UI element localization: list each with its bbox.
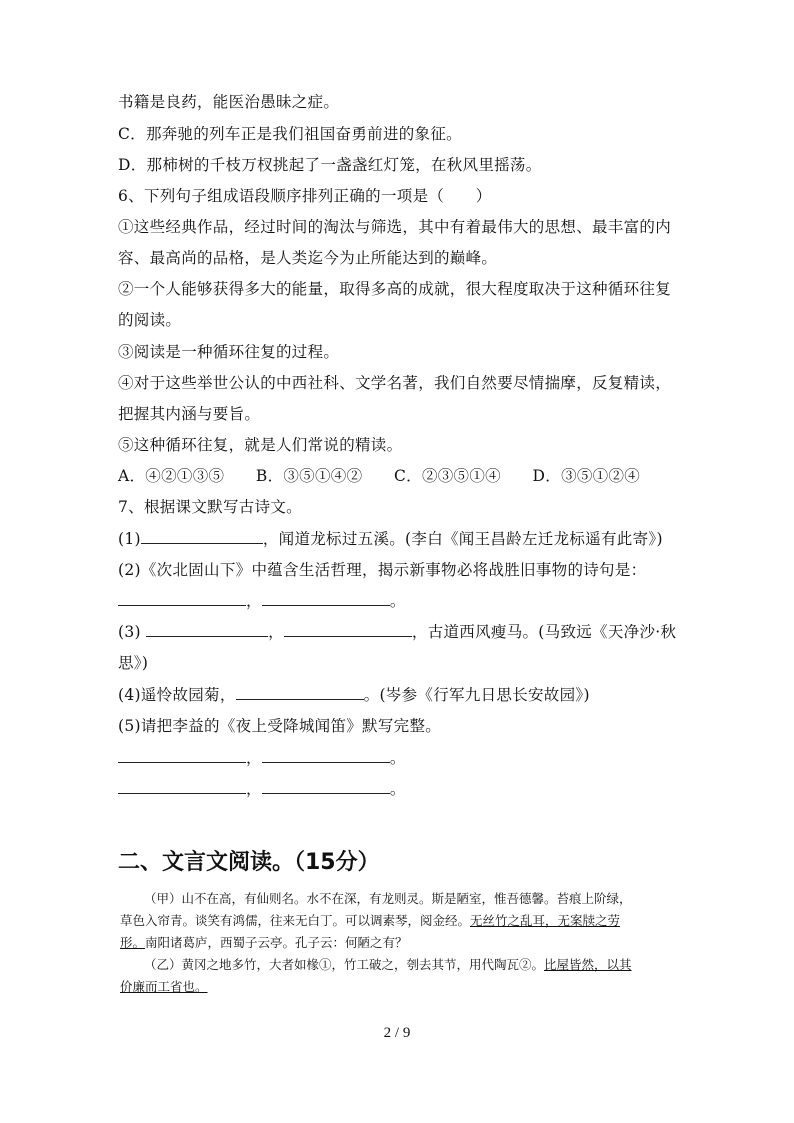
underlined-sentence: 比屋皆然，以其 [544, 957, 632, 972]
passage-text: 南阳诸葛庐，西蜀子云亭。孔子云：何陋之有？ [145, 935, 408, 950]
passage-line [144, 955, 632, 973]
sentence-4: ④对于这些举世公认的中西社科、文学名著，我们自然要尽情揣摩，反复精读， [118, 374, 672, 392]
item-3-cont: 思》) [118, 654, 149, 672]
comma: ， [246, 592, 262, 610]
passage-line [120, 911, 620, 929]
sentence-1-cont: 容、最高尚的品格，是人类迄今为止所能达到的巅峰。 [118, 249, 498, 267]
answer-blank[interactable] [236, 685, 364, 700]
answer-blank[interactable] [141, 529, 263, 544]
section-heading: 二、文言文阅读。（15分） [118, 850, 380, 875]
passage-line [120, 933, 408, 951]
sentence-4-cont: 把握其内涵与要旨。 [118, 405, 261, 423]
option-d: D．那柿树的千枝万杈挑起了一盏盏红灯笼，在秋风里摇荡。 [118, 156, 542, 174]
period: 。 [389, 780, 406, 798]
comma: ， [268, 623, 284, 641]
item-3 [118, 620, 676, 642]
item-5: (5)请把李益的《夜上受降城闻笛》默写完整。 [118, 717, 442, 735]
comma: ， [246, 749, 262, 767]
underlined-sentence: 无丝竹之乱耳，无案牍之劳 [470, 913, 621, 928]
answer-blank[interactable] [118, 591, 246, 606]
period: 。 [389, 749, 406, 767]
answer-blank[interactable] [118, 748, 246, 763]
item-text: ，闻道龙标过五溪。(李白《闻王昌龄左迁龙标遥有此寄》) [262, 530, 663, 548]
answer-blank[interactable] [262, 779, 390, 794]
answer-blank[interactable] [262, 591, 390, 606]
item-1 [118, 527, 663, 549]
answer-blank[interactable] [262, 748, 390, 763]
passage-text: 草色入帘青。谈笑有鸿儒，往来无白丁。可以调素琴，阅金经。 [120, 913, 471, 928]
item-2: (2)《次北固山下》中蕴含生活哲理，揭示新事物必将战胜旧事物的诗句是： [118, 561, 647, 579]
sentence-2: ②一个人能够获得多大的能量，取得多高的成就，很大程度取决于这种循环往复 [118, 280, 672, 298]
option-c: C．那奔驰的列车正是我们祖国奋勇前进的象征。 [118, 125, 462, 143]
comma: ， [246, 780, 262, 798]
underlined-sentence: 价廉而工省也。 [120, 979, 208, 994]
answer-blank[interactable] [284, 622, 412, 637]
answer-blank[interactable] [118, 779, 246, 794]
item-number: (3) [118, 623, 141, 641]
item-number: (1) [118, 530, 141, 548]
item-2-blanks [118, 589, 406, 611]
answer-options: A．④②①③⑤ B．③⑤①④② C．②③⑤①④ D．③⑤①②④ [118, 467, 641, 485]
item-text: (4)遥怜故园菊， [118, 686, 236, 704]
item-text: 。(岑参《行军九日思长安故园》) [363, 686, 590, 704]
question-6-stem: 6、下列句子组成语段顺序排列正确的一项是（ ） [118, 187, 492, 205]
sentence-3: ③阅读是一种循环往复的过程。 [118, 343, 340, 361]
sentence-5: ⑤这种循环往复，就是人们常说的精读。 [118, 436, 403, 454]
item-text: ，古道西风瘦马。(马致远《天净沙·秋 [411, 623, 677, 641]
answer-blank[interactable] [146, 622, 268, 637]
underlined-sentence: 形。 [120, 935, 146, 950]
item-4 [118, 683, 590, 705]
item-5-blanks-2 [118, 777, 406, 799]
passage-line: （甲）山不在高，有仙则名。水不在深，有龙则灵。斯是陋室，惟吾德馨。苔痕上阶绿， [144, 891, 632, 906]
page-number: 2 / 9 [383, 1025, 411, 1041]
passage-line [120, 977, 208, 995]
period: 。 [389, 592, 406, 610]
passage-text: （乙）黄冈之地多竹，大者如椽①，竹工破之，刳去其节，用代陶瓦②。 [144, 957, 545, 972]
item-5-blanks-1 [118, 746, 406, 768]
sentence-1: ①这些经典作品，经过时间的淘汰与筛选，其中有着最伟大的思想、最丰富的内 [118, 218, 672, 236]
sentence-2-cont: 的阅读。 [118, 311, 182, 329]
text-line: 书籍是良药，能医治愚昧之症。 [118, 93, 340, 111]
question-7-stem: 7、根据课文默写古诗文。 [118, 498, 302, 516]
